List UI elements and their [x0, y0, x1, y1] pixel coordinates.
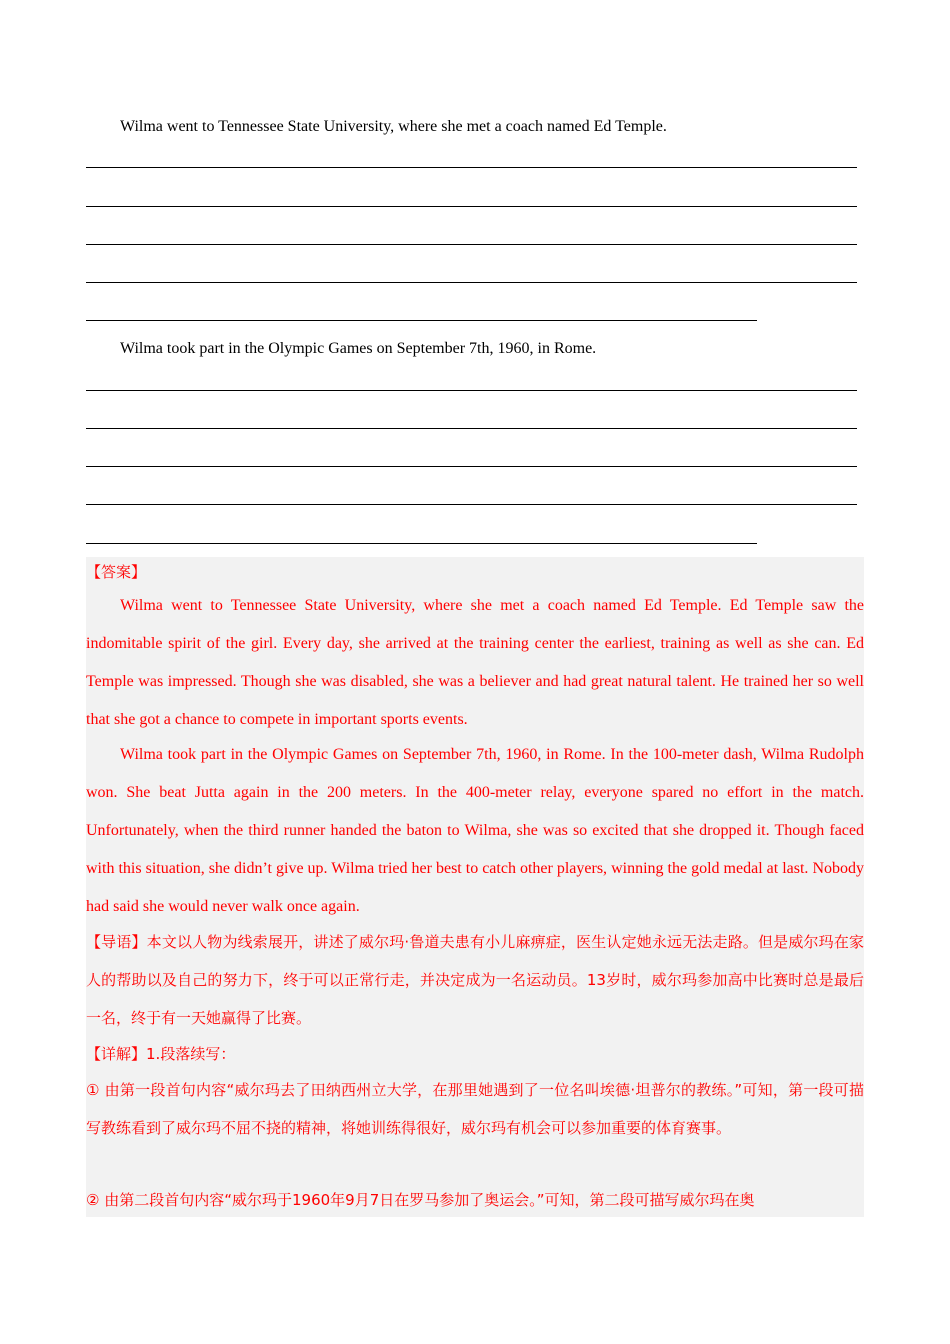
writing-line[interactable] [86, 504, 857, 505]
paragraph-2-prompt: Wilma took part in the Olympic Games on September 7th, 1960, in Rome. [120, 340, 597, 357]
writing-line[interactable] [86, 244, 857, 245]
writing-line[interactable] [86, 282, 857, 283]
guide-section [86, 923, 864, 1037]
detail-label: 【详解】 [86, 1045, 147, 1063]
answer-label: 【答案】 [86, 563, 147, 581]
guide-text: 本文以人物为线索展开，讲述了威尔玛·鲁道夫患有小儿麻痹症，医生认定她永远无法走路。但是威尔玛在家人的帮助以及自己的努力下，终于可以正常行走，并决定成为一名运动员。13岁时，威尔玛参加高中比赛时总是最后一名，终于有一天她赢得了比赛。 [86, 933, 864, 1027]
writing-line[interactable] [86, 466, 857, 467]
writing-line[interactable] [86, 320, 757, 321]
detail-heading: 1.段落续写： [146, 1045, 236, 1063]
detail-heading-line [86, 1035, 864, 1073]
answer-paragraph-2: Wilma took part in the Olympic Games on September 7th, 1960, in Rome. In the 100-meter dash, Wilma Rudolph won. She beat Jutta again in the 200 meters. In the 400-meter relay, everyone spared no effort in the match. Unfortunately, when the third runner handed the baton to Wilma, she was so excited that she dropped it. Though faced with this situation, she didn’t give up. Wilma tried her best to catch other players, winning the gold medal at last. Nobody had said she would never walk once again. [86, 746, 864, 915]
writing-line[interactable] [86, 543, 757, 544]
guide-label: 【导语】 [86, 933, 147, 951]
writing-line[interactable] [86, 390, 857, 391]
writing-line[interactable] [86, 206, 857, 207]
detail-point-1: ① 由第一段首句内容“威尔玛去了田纳西州立大学，在那里她遇到了一位名叫埃德·坦普尔的教练。”可知，第一段可描写教练看到了威尔玛不屈不挠的精神，将她训练得很好，威尔玛有机会可以参加重要的体育赛事。 [86, 1081, 864, 1137]
writing-line[interactable] [86, 167, 857, 168]
answer-paragraph-1: Wilma went to Tennessee State University, where she met a coach named Ed Temple. Ed Temple saw the indomitable spirit of the girl. Every day, she arrived at the training center the earliest, training as well as she can. Ed Temple was impressed. Though she was disabled, she was a believer and had great natural talent. He trained her so well that she got a chance to compete in important sports events. [86, 597, 864, 728]
paragraph-1-prompt: Wilma went to Tennessee State University, where she met a coach named Ed Temple. [120, 118, 667, 135]
detail-point-2: ② 由第二段首句内容“威尔玛于1960年9月7日在罗马参加了奥运会。”可知，第二段可描写威尔玛在奥 [86, 1191, 755, 1209]
writing-line[interactable] [86, 428, 857, 429]
